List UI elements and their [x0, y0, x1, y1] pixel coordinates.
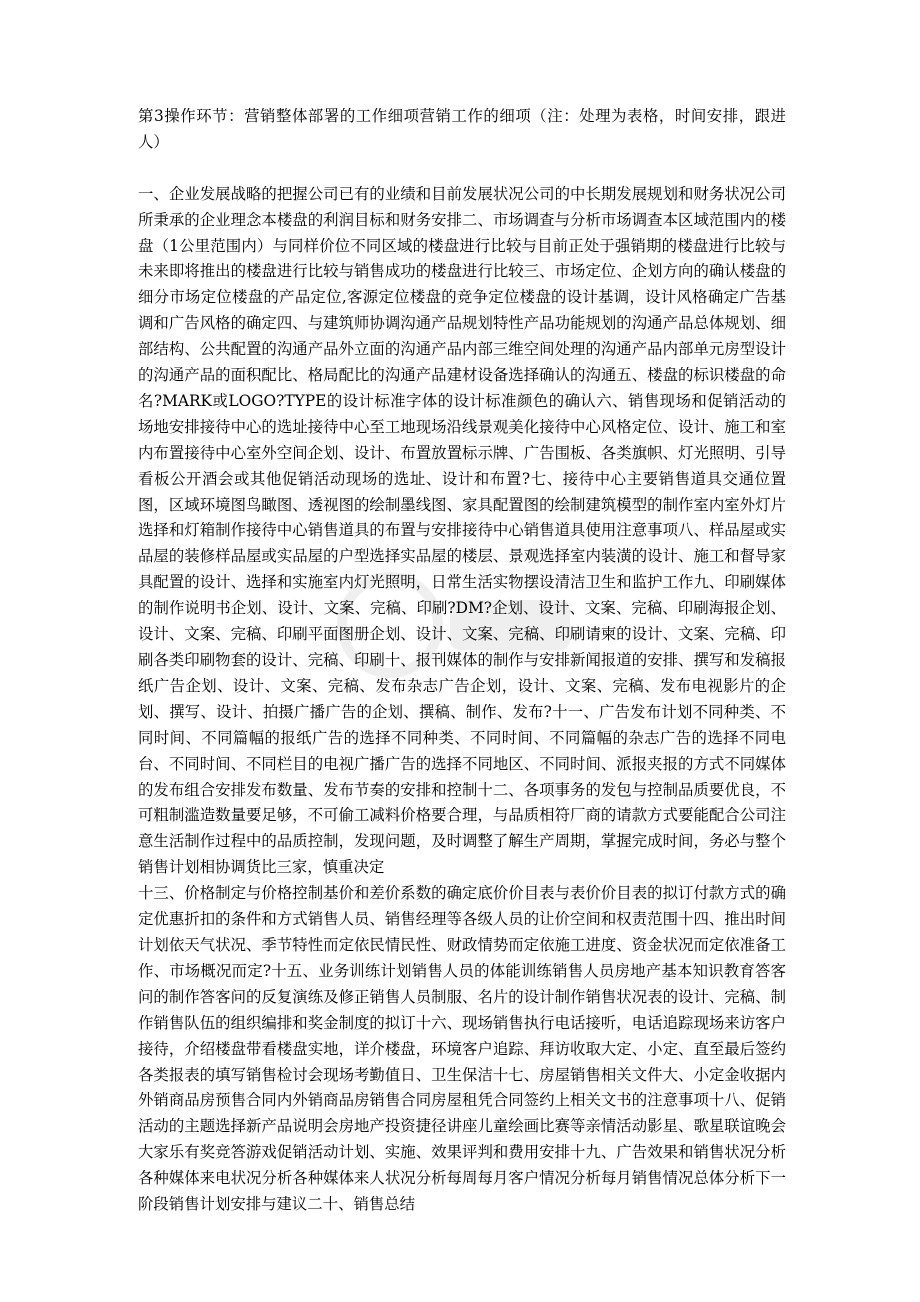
body-paragraph-2: 十三、价格制定与价格控制基价和差价系数的确定底价价目表与表价价目表的拟订付款方式的确定优惠折扣的条件和方式销售人员、销售经理等各级人员的让价空间和权责范围十四、推出时间计划依天气状况、季节特性而定依民情民性、财政情势而定依施工进度、资金状况而定依准备工作、市场概况而定?十五、业务训练计划销售人员的体能训练销售人员房地产基本知识教育答客问的制作答客问的反复演练及修正销售人员制服、名片的设计制作销售状况表的设计、完稿、制作销售队伍的组织编排和奖金制度的拟订十六、现场销售执行电话接听，电话追踪现场来访客户接待，介绍楼盘带看楼盘实地，详介楼盘，环境客户追踪、拜访收取大定、小定、直至最后签约各类报表的填写销售检讨会现场考勤值日、卫生保洁十七、房屋销售相关文件大、小定金收据内外销商品房预售合同内外销商品房销售合同房屋租凭合同签约上相关文书的注意事项十八、促销活动的主题选择新产品说明会房地产投资捷径讲座儿童绘画比赛等亲情活动影星、歌星联谊晚会大家乐有奖竞答游戏促销活动计划、实施、效果评判和费用安排十九、广告效果和销售状况分析各种媒体来电状况分析各种媒体来人状况分析每周每月客户情况分析每月销售情况总体分析下一阶段销售计划安排与建议二十、销售总结: [138, 884, 786, 1214]
body-paragraph-1: 一、企业发展战略的把握公司已有的业绩和目前发展状况公司的中长期发展规划和财务状况公司所秉承的企业理念本楼盘的利润目标和财务安排二、市场调查与分析市场调查本区域范围内的楼盘（1公里范围内）与同样价位不同区域的楼盘进行比较与目前正处于强销期的楼盘进行比较与未来即将推出的楼盘进行比较与销售成功的楼盘进行比较三、市场定位、企划方向的确认楼盘的细分市场定位楼盘的产品定位,客源定位楼盘的竞争定位楼盘的设计基调，设计风格确定广告基调和广告风格的确定四、与建筑师协调沟通产品规划特性产品功能规划的沟通产品总体规划、细部结构、公共配置的沟通产品外立面的沟通产品内部三维空间处理的沟通产品内部单元房型设计的沟通产品的面积配比、格局配比的沟通产品建材设备选择确认的沟通五、楼盘的标识楼盘的命名?MARK或LOGO?TYPE的设计标准字体的设计标准颜色的确认六、销售现场和促销活动的场地安排接待中心的选址接待中心至工地现场沿线景观美化接待中心风格定位、设计、施工和室内布置接待中心室外空间企划、设计、布置放置标示牌、广告围板、各类旗帜、灯光照明、引导看板公开酒会或其他促销活动现场的选址、设计和布置?七、接待中心主要销售道具交通位置图，区域环境图鸟瞰图、透视图的绘制墨线图、家具配置图的绘制建筑模型的制作室内室外灯片选择和灯箱制作接待中心销售道具的布置与安排接待中心销售道具使用注意事项八、样品屋或实品屋的装修样品屋或实品屋的户型选择实品屋的楼层、景观选择室内装潢的设计、施工和督导家具配置的设计、选择和实施室内灯光照明，日常生活实物摆设清洁卫生和监护工作九、印刷媒体的制作说明书企划、设计、文案、完稿、印刷?DM?企划、设计、文案、完稿、印刷海报企划、设计、文案、完稿、印刷平面图册企划、设计、文案、完稿、印刷请柬的设计、文案、完稿、印刷各类印刷物套的设计、完稿、印刷十、报刊媒体的制作与安排新闻报道的安排、撰写和发稿报纸广告企划、设计、文案、完稿、发布杂志广告企划，设计、文案、完稿、发布电视影片的企划、撰写、设计、拍摄广播广告的企划、撰稿、制作、发布?十一、广告发布计划不同种类、不同时间、不同篇幅的报纸广告的选择不同种类、不同时间、不同篇幅的杂志广告的选择不同电台、不同时间、不同栏目的电视广播广告的选择不同地区、不同时间、派报夹报的方式不同媒体的发布组合安排发布数量、发布节奏的安排和控制十二、各项事务的发包与控制品质要优良，不可粗制滥造数量要足够，不可偷工减料价格要合理，与品质相符厂商的请款方式要能配合公司注意生活制作过程中的品质控制，发现问题，及时调整了解生产周期，掌握完成时间，务必与整个销售计划相协调货比三家，慎重决定: [138, 184, 786, 877]
document-body: [138, 104, 786, 1218]
section-heading: 第3操作环节：营销整体部署的工作细项营销工作的细项（注：处理为表格，时间安排，跟进人）: [138, 107, 786, 151]
blank-line: [138, 156, 786, 182]
